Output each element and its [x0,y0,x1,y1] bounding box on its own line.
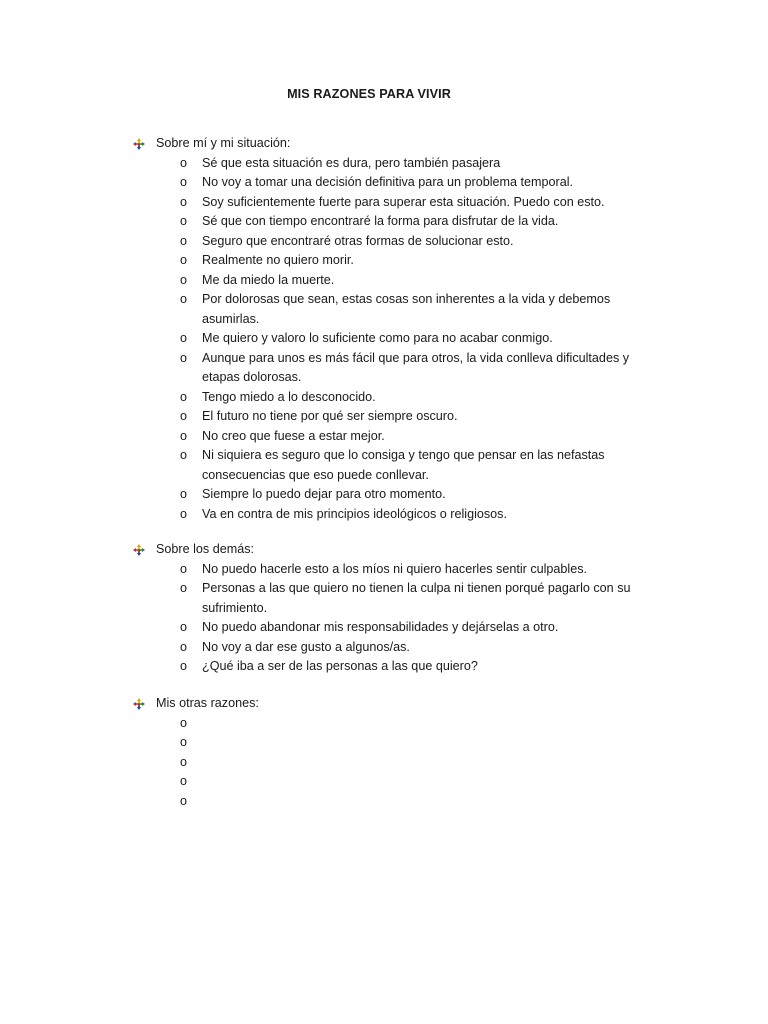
sub-bullet-marker: o [180,389,188,404]
list-item-text: ¿Qué iba a ser de las personas a las que quiero? [202,659,478,673]
list-item [133,290,642,329]
list-item-text: Aunque para unos es más fácil que para otros, la vida conlleva dificultades y etapas dolorosas. [202,350,630,384]
list-item [133,560,642,580]
list-item [133,753,642,773]
section-heading [133,540,653,560]
list-item [133,618,642,638]
sub-bullet-marker: o [180,793,188,808]
list-item-text: Realmente no quiero morir. [202,253,354,267]
list-item [133,505,642,525]
list-item-text: El futuro no tiene por qué ser siempre oscuro. [202,409,458,423]
sub-bullet-marker: o [180,639,188,654]
sub-bullet-marker: o [180,155,188,170]
sub-bullet-marker: o [180,735,188,749]
sub-bullet-marker: o [180,561,188,576]
page-title: MIS RAZONES PARA VIVIR [287,87,451,101]
sub-bullet-marker: o [180,409,188,423]
list-item [133,251,642,271]
list-item-text: Seguro que encontraré otras formas de solucionar esto. [202,233,514,248]
list-item-text: Tengo miedo a lo desconocido. [202,389,376,404]
list-item-text: No puedo hacerle esto a los míos ni quiero hacerles sentir culpables. [202,561,588,576]
list-item-text: Va en contra de mis principios ideológicos o religiosos. [202,506,507,521]
section-sobre-los-demas [133,540,653,677]
list-item-text: No voy a dar ese gusto a algunos/as. [202,639,410,654]
four-color-arrow-icon [133,544,145,556]
sub-list [133,154,653,525]
sub-bullet-marker: o [180,350,188,365]
sub-bullet-marker: o [180,428,188,443]
list-item [133,212,642,232]
section-mis-otras-razones [133,694,653,811]
sub-bullet-marker: o [180,581,188,595]
section-heading [133,134,653,154]
list-item [133,232,642,252]
list-item-text: Sé que con tiempo encontraré la forma para disfrutar de la vida. [202,214,559,228]
list-item-text: Me quiero y valoro lo suficiente como para no acabar conmigo. [202,331,553,345]
list-item [133,193,642,213]
list-item [133,388,642,408]
sub-bullet-marker: o [180,774,188,788]
sub-bullet-marker: o [180,659,188,673]
section-heading [133,694,653,714]
list-item [133,733,642,753]
list-item [133,427,642,447]
list-item-text: No creo que fuese a estar mejor. [202,428,385,443]
sub-bullet-marker: o [180,487,188,501]
section-heading-text: Mis otras razones: [156,696,259,710]
sub-bullet-marker: o [180,175,188,189]
list-item [133,154,642,174]
list-item-text: Sé que esta situación es dura, pero también pasajera [202,155,501,170]
four-color-arrow-icon [133,138,145,150]
list-item [133,485,642,505]
list-item [133,173,642,193]
sub-bullet-marker: o [180,233,188,248]
sub-bullet-marker: o [180,331,188,345]
sub-list [133,714,653,812]
section-sobre-mi [133,134,653,524]
sub-bullet-marker: o [180,506,188,521]
list-item [133,772,642,792]
sub-bullet-marker: o [180,253,188,267]
list-item [133,579,642,618]
list-item [133,657,642,677]
sub-bullet-marker: o [180,292,188,306]
list-item [133,446,642,485]
list-item [133,792,642,812]
section-heading-text: Sobre mí y mi situación: [156,136,291,150]
list-item-text: No puedo abandonar mis responsabilidades y dejárselas a otro. [202,620,559,634]
list-item [133,638,642,658]
list-item-text: No voy a tomar una decisión definitiva para un problema temporal. [202,175,574,189]
list-item [133,714,642,734]
sub-bullet-marker: o [180,272,188,287]
list-item [133,349,642,388]
sub-bullet-marker: o [180,194,188,209]
list-item-text: Siempre lo puedo dejar para otro momento. [202,487,446,501]
list-item-text: Ni siquiera es seguro que lo consiga y tengo que pensar en las nefastas consecuencias que eso puede conllevar. [202,448,605,482]
list-item-text: Personas a las que quiero no tienen la culpa ni tienen porqué pagarlo con su sufrimiento. [202,581,631,615]
section-heading-text: Sobre los demás: [156,542,255,556]
list-item-text: Por dolorosas que sean, estas cosas son inherentes a la vida y debemos asumirlas. [202,292,611,326]
sub-list [133,560,653,677]
sub-bullet-marker: o [180,754,188,769]
sub-bullet-marker: o [180,214,188,228]
sub-bullet-marker: o [180,620,188,634]
list-item [133,271,642,291]
four-color-arrow-icon [133,698,145,710]
list-item [133,407,642,427]
list-item [133,329,642,349]
list-item-text: Me da miedo la muerte. [202,272,335,287]
sub-bullet-marker: o [180,715,188,730]
sub-bullet-marker: o [180,448,188,462]
list-item-text: Soy suficientemente fuerte para superar esta situación. Puedo con esto. [202,194,605,209]
